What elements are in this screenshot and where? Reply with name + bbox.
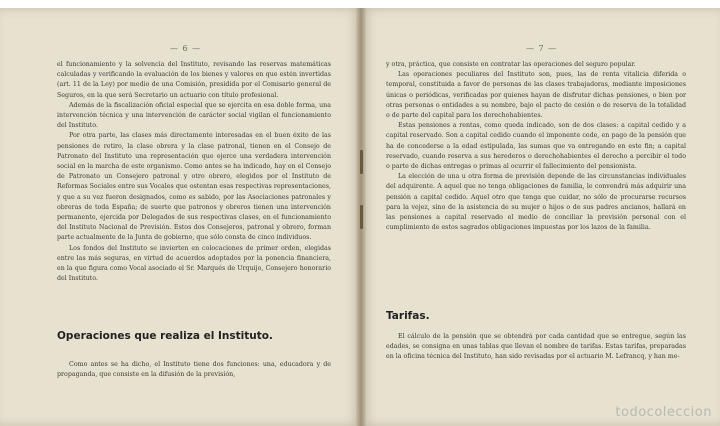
text-column (386, 332, 686, 363)
paragraph: el funcionamiento y la solvencia del Instituto, revisando las reservas matemáticas calculadas y verificando la evaluación de los bienes y valores en que estén invertidas (art. 11 de la Ley) por medio de una Comisión, presidida por el Comisario general de Seguros, en la que será Secretario un actuario con título profesional. (57, 61, 331, 99)
watermark: todocoleccion (615, 405, 712, 420)
left-page (0, 8, 361, 426)
paragraph: y otra, práctica, que consiste en contratar las operaciones del seguro popular. (386, 61, 636, 68)
section-heading: Tarifas. (386, 310, 430, 322)
paragraph: Estas pensiones a rentas, como queda indicado, son de dos clases: a capital cedido y a capital reservado. Son a capital cedido cuando el imponente cede, en pago de la pensión que ha de concederse a la edad estipulada, las sumas que va entregando en este fin; a capital reservado, cuando reserva a sus herederos o derechohabientes el derecho a percibir el todo o parte de dichas entregas o primas al ocurrir el fallecimiento del pensionista. (386, 122, 686, 171)
staple (360, 205, 363, 229)
staple (360, 150, 363, 174)
paragraph: Los fondos del Instituto se invierten en colocaciones de primer orden, elegidas entre las más seguras, en virtud de acuerdos adoptados por la ponencia financiera, en la que figura como Vocal asociado el Sr. Marqués de Urquijo, Consejero honorario del Instituto. (57, 244, 331, 283)
paragraph: Las operaciones peculiares del Instituto son, pues, las de renta vitalicia diferida o temporal, constituida a favor de personas de las clases trabajadoras, mediante imposiciones únicas o periódicas, verificadas por quienes hayan de disfrutar dichas pensiones, o bien por otras personas o entidades a su nombre, bajo el pacto de cesión o de reserva de la totalidad o de parte del capital para los derechohabientes. (386, 71, 686, 120)
text-column (57, 60, 331, 284)
paragraph: La elección de una u otra forma de previsión depende de las circunstancias individuales del adquirente. A aquel que no tenga obligaciones de familia, le convendrá más adquirir una pensión a capital cedido. Aquel otro que tenga que cuidar, no sólo de procurarse recursos para la vejez, sino de la asistencia de su mujer o hijos o de sus padres ancianos, hallará en las pensiones a capital reservado el medio de conciliar la previsión personal con el cumplimiento de estos sagrados obligaciones impuestas por los lazos de la familia. (386, 173, 686, 232)
page-number: — 7 — (526, 44, 558, 53)
page-number: — 6 — (170, 44, 202, 53)
paragraph: Por otra parte, las clases más directamente interesadas en el buen éxito de las pensiones de retiro, la clase obrera y la clase patronal, tienen en el Consejo de Patronato del Instituto una representación que ejerce una verdadera intervención social en la marcha de este organismo. Como antes se ha indicado, hay en el Consejo de Patronato un Consejero patronal y otro obrero, elegidos por el Instituto de Reformas Sociales entre sus Vocales que ostentan esas respectivas representaciones, y que a su vez fueron designados, como es sabido, por las Asociaciones patronales y obreras de toda España; de suerte que patronos y obreros tienen una intervención permanente, ejercida por Delegados de sus respectivas clases, en el funcionamiento del Instituto Nacional de Previsión. Estos dos Consejeros, patronal y obrero, forman parte actualmente de la Junta de gobierno, que sólo consta de cinco individuos. (57, 132, 331, 242)
text-column (57, 360, 331, 380)
paragraph: Como antes se ha dicho, el Instituto tiene dos funciones: una, educadora y de propaganda, que consiste en la difusión de la previsión, (57, 361, 331, 379)
text-column (386, 60, 686, 233)
paragraph: El cálculo de la pensión que se obtendrá por cada cantidad que se entregue, según las edades, se consigna en unas tablas que llevan el nombre de tarifas. Estas tarifas, preparadas en la oficina técnica del Instituto, han sido revisadas por el actuario M. Lefrancq, y han me- (386, 333, 686, 361)
section-heading: Operaciones que realiza el Instituto. (57, 330, 273, 342)
right-page (361, 8, 720, 426)
paragraph: Además de la fiscalización oficial especial que se ejercita en esa doble forma, una intervención técnica y una intervención de carácter social vigilan el funcionamiento del Instituto. (57, 101, 331, 130)
